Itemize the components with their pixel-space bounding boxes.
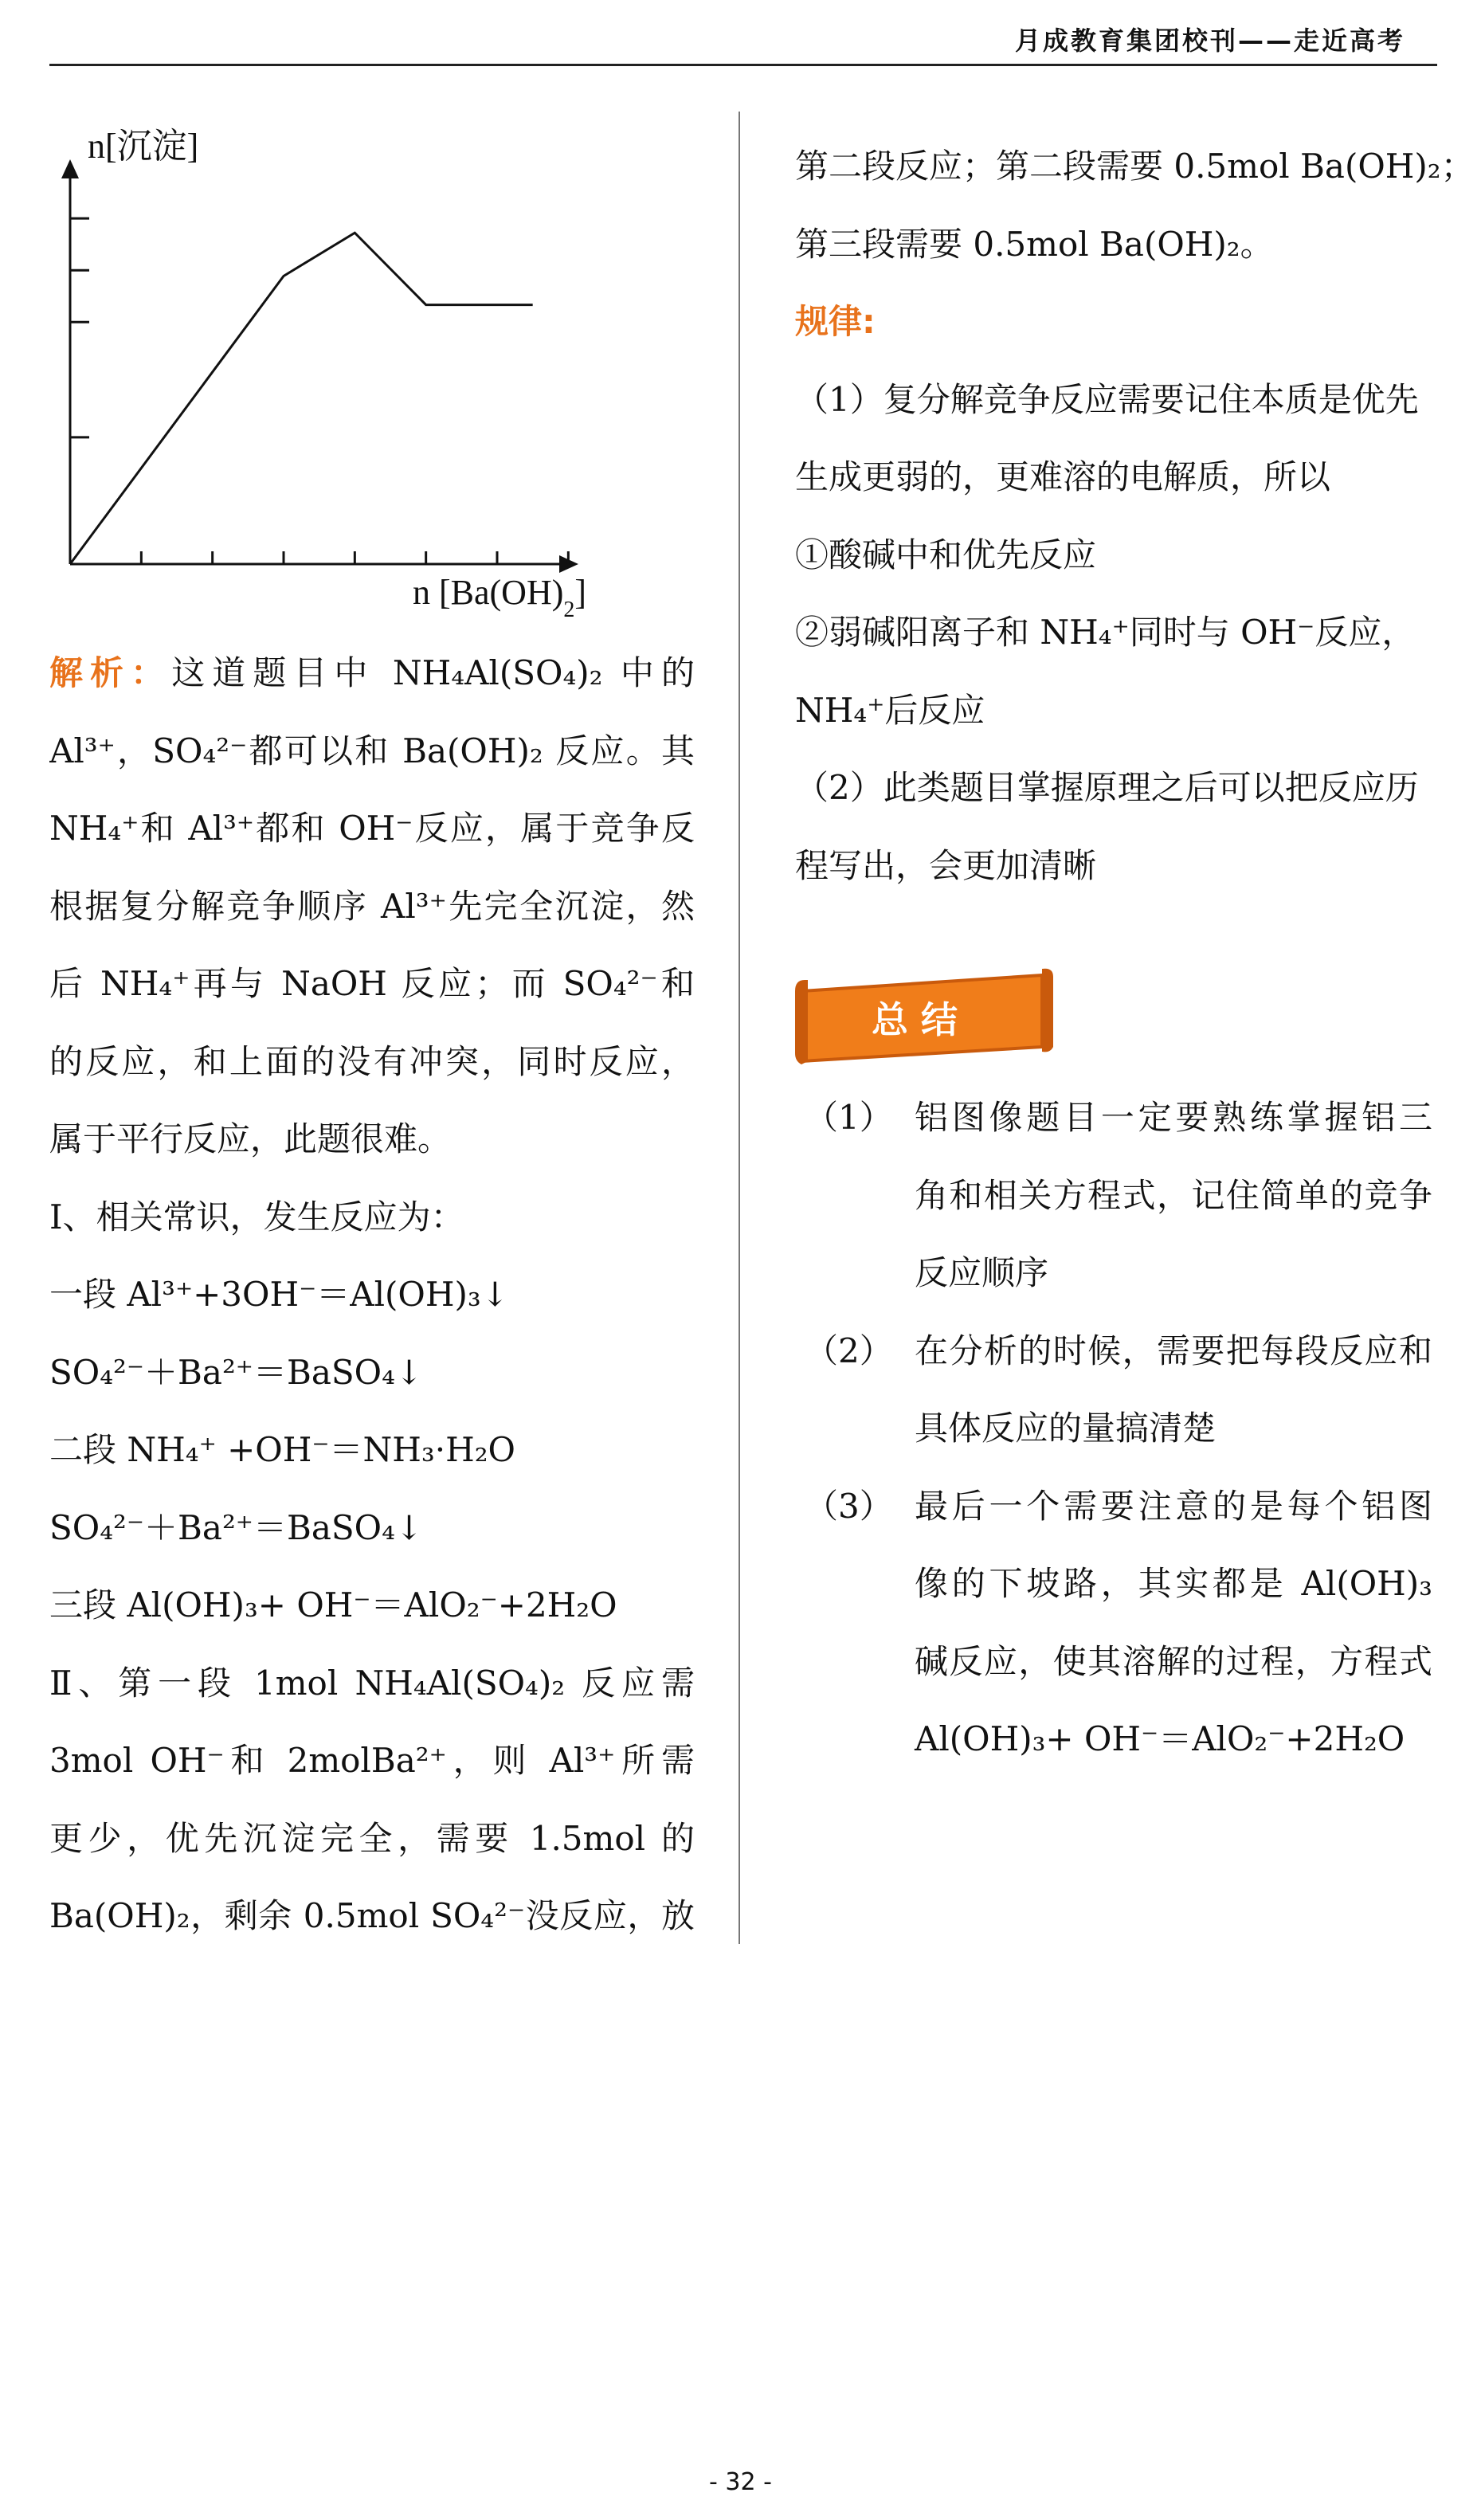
analysis-line-7: 属于平行反应，此题很难。 (49, 1119, 452, 1158)
header-title: 月成教育集团校刊——走近高考 (1014, 25, 1405, 56)
page-header (49, 0, 1437, 66)
summary-list (795, 1079, 1432, 1778)
summary-item-number: （1） (805, 1098, 893, 1137)
section-2-line-1: Ⅱ、第一段 1mol NH₄Al(SO₄)₂ 反应需 (49, 1663, 695, 1703)
continuation-line-1: 第二段反应；第二段需要 0.5mol Ba(OH)₂； (795, 147, 1475, 186)
rule-heading: 规律: (795, 302, 876, 341)
analysis-line-5: 后 NH₄⁺再与 NaOH 反应；而 SO₄²⁻和 (49, 964, 695, 1003)
section-2-line-4: Ba(OH)₂，剩余 0.5mol SO₄²⁻没反应，放 (49, 1896, 695, 1935)
summary-item-number: （3） (805, 1486, 893, 1526)
rule-2-line-2: 程写出，会更加清晰 (795, 845, 1097, 885)
analysis-line-3: NH₄⁺和 Al³⁺都和 OH⁻反应，属于竞争反 (49, 809, 695, 848)
summary-item-3: （3） 最后一个需要注意的是每个铝图 像的下坡路，其实都是 Al(OH)₃ 碱反应，使其溶解的过程，方程式 Al(OH)₃+ OH⁻＝AlO₂⁻+2H₂O (795, 1468, 1432, 1778)
analysis-line-1: 解析：这道题目中 NH₄Al(SO₄)₂ 中的 (49, 653, 695, 692)
rule-1-line-4: ②弱碱阳离子和 NH₄⁺同时与 OH⁻反应， (795, 613, 1416, 652)
analysis-label: 解析： (49, 653, 172, 692)
reaction-2b: SO₄²⁻＋Ba²⁺＝BaSO₄↓ (49, 1507, 424, 1547)
left-column (49, 634, 695, 1955)
precipitate-chart (49, 127, 655, 621)
summary-item-2: （2） 在分析的时候，需要把每段反应和 具体反应的量搞清楚 (795, 1312, 1432, 1468)
chart-series-line (70, 233, 533, 564)
reaction-1a: 一段 Al³⁺+3OH⁻＝Al(OH)₃↓ (49, 1275, 509, 1314)
summary-banner (793, 959, 1064, 1071)
analysis-line-6: 的反应，和上面的没有冲突，同时反应， (49, 1041, 695, 1081)
chart-y-label: n[沉淀] (88, 127, 199, 166)
continuation-line-2: 第三段需要 0.5mol Ba(OH)₂。 (795, 224, 1274, 264)
analysis-line-2: Al³⁺，SO₄²⁻都可以和 Ba(OH)₂ 反应。其 (49, 731, 695, 770)
chart-y-axis-arrow (61, 159, 79, 178)
reaction-2a: 二段 NH₄⁺ +OH⁻＝NH₃·H₂O (49, 1430, 515, 1469)
section-2-line-2: 3mol OH⁻和 2molBa²⁺，则 Al³⁺所需 (49, 1741, 695, 1780)
reaction-3: 三段 Al(OH)₃+ OH⁻＝AlO₂⁻+2H₂O (49, 1585, 617, 1624)
page-number: - 32 - (709, 2468, 772, 2496)
rule-1-line-5: NH₄⁺后反应 (795, 690, 985, 730)
rule-2-line-1: （2）此类题目掌握原理之后可以把反应历 (795, 768, 1419, 807)
analysis-line-4: 根据复分解竞争顺序 Al³⁺先完全沉淀，然 (49, 886, 695, 926)
chart-x-label: n $[Ba(OH)_2]$ (413, 573, 587, 621)
chart-ticks (70, 218, 568, 564)
rule-1-line-1: （1）复分解竞争反应需要记住本质是优先 (795, 379, 1419, 419)
reaction-1b: SO₄²⁻＋Ba²⁺＝BaSO₄↓ (49, 1352, 424, 1392)
right-column (795, 127, 1475, 904)
column-divider (739, 112, 740, 1944)
rule-1-line-2: 生成更弱的，更难溶的电解质，所以 (795, 457, 1331, 496)
summary-banner-text: 总结 (872, 998, 970, 1041)
chart-axes (61, 159, 578, 573)
summary-item-number: （2） (805, 1331, 893, 1370)
section-2-line-3: 更少，优先沉淀完全，需要 1.5mol 的 (49, 1818, 695, 1858)
section-1-title: Ⅰ、相关常识，发生反应为： (49, 1197, 464, 1236)
summary-item-1: （1） 铝图像题目一定要熟练掌握铝三 角和相关方程式，记住简单的竞争 反应顺序 (795, 1079, 1432, 1312)
rule-1-line-3: ①酸碱中和优先反应 (795, 535, 1097, 574)
